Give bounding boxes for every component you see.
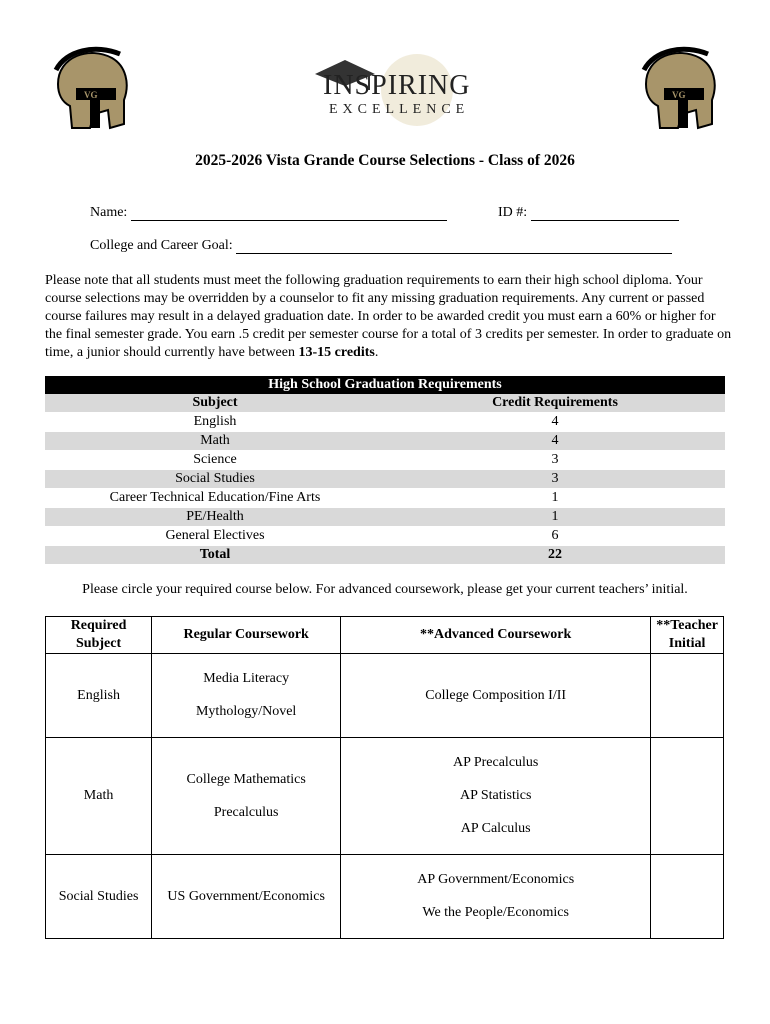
course-option[interactable]: AP Government/Economics: [417, 872, 575, 887]
table-row: [45, 451, 725, 470]
total-label: Total: [45, 546, 385, 565]
header-teacher-line1: **Teacher: [656, 618, 718, 633]
col-credits: Credit Requirements: [385, 394, 725, 413]
note-end: .: [374, 345, 379, 360]
course-header-row: [46, 617, 724, 654]
table-row: [45, 470, 725, 489]
header-regular: Regular Coursework: [152, 617, 341, 654]
header-required-line2: Subject: [76, 636, 122, 651]
total-value: 22: [385, 546, 725, 565]
course-option[interactable]: Media Literacy: [203, 671, 290, 686]
requirements-header-row: [45, 394, 725, 413]
course-option[interactable]: Mythology/Novel: [195, 704, 297, 719]
logo-line-2: EXCELLENCE: [329, 102, 470, 117]
row-credits: 1: [385, 489, 725, 508]
table-row: [46, 855, 724, 939]
goal-field[interactable]: [90, 238, 672, 254]
subject-cell: English: [46, 654, 152, 738]
course-option[interactable]: AP Statistics: [459, 788, 532, 803]
row-subject: PE/Health: [45, 508, 385, 527]
goal-line[interactable]: [236, 239, 672, 254]
header-teacher-line2: Initial: [668, 636, 706, 651]
regular-cell: [152, 654, 341, 738]
id-label: ID #:: [498, 205, 528, 220]
row-subject: Social Studies: [45, 470, 385, 489]
row-subject: Math: [45, 432, 385, 451]
table-row: [45, 489, 725, 508]
course-option[interactable]: US Government/Economics: [167, 888, 325, 904]
advanced-cell: [341, 654, 651, 738]
header-required-subject: [46, 617, 152, 654]
row-subject: Science: [45, 451, 385, 470]
svg-text:VG: VG: [672, 90, 686, 100]
col-subject: Subject: [45, 394, 385, 413]
header-advanced: **Advanced Coursework: [341, 617, 651, 654]
name-field[interactable]: [90, 205, 447, 221]
page-title: 2025-2026 Vista Grande Course Selections - Class of 2026: [195, 152, 575, 169]
requirements-table: [45, 376, 725, 565]
note-bold-credits: 13-15 credits: [298, 345, 375, 360]
requirements-title: High School Graduation Requirements: [45, 376, 725, 394]
row-subject: General Electives: [45, 527, 385, 546]
advanced-cell: [341, 738, 651, 855]
svg-text:VG: VG: [84, 90, 98, 100]
subject-cell: Social Studies: [46, 855, 152, 939]
regular-cell: [152, 738, 341, 855]
course-option[interactable]: Precalculus: [213, 804, 279, 820]
row-subject: English: [45, 413, 385, 432]
total-row: [45, 546, 725, 565]
name-label: Name:: [90, 205, 128, 220]
row-credits: 3: [385, 470, 725, 489]
course-option[interactable]: College Mathematics: [186, 771, 306, 787]
instructions-text: Please circle your required course below. For advanced coursework, please get your current teachers’ initial.: [82, 582, 688, 597]
table-row: [45, 508, 725, 527]
row-credits: 6: [385, 527, 725, 546]
inspiring-excellence-logo: [305, 50, 470, 128]
table-row: [46, 738, 724, 855]
graduation-note: [45, 272, 735, 362]
table-row: [45, 432, 725, 451]
row-credits: 4: [385, 413, 725, 432]
initial-cell[interactable]: [651, 855, 724, 939]
regular-cell: [152, 855, 341, 939]
row-credits: 3: [385, 451, 725, 470]
spartan-helmet-logo-left: [50, 44, 132, 132]
row-credits: 4: [385, 432, 725, 451]
course-option[interactable]: We the People/Economics: [422, 905, 569, 920]
advanced-cell: [341, 855, 651, 939]
initial-cell[interactable]: [651, 738, 724, 855]
goal-label: College and Career Goal:: [90, 238, 233, 253]
course-option[interactable]: AP Precalculus: [452, 755, 539, 770]
initial-cell[interactable]: [651, 654, 724, 738]
row-credits: 1: [385, 508, 725, 527]
course-selection-table: [45, 616, 724, 939]
name-line[interactable]: [131, 206, 447, 221]
course-option[interactable]: College Composition I/II: [425, 687, 567, 703]
note-text: Please note that all students must meet the following graduation requirements to earn their high school diploma. Your course selections may be overridden by a counselor to fit any missing graduation requirements. Any current or passed course failures may result in a delayed graduation date. In order to be awarded credit you must earn a 60% or higher for the final semester grade. You earn .5 credit per semester course for a total of 3 credits per semester. In order to graduate on time, a junior should currently have between: [45, 273, 732, 360]
subject-cell: Math: [46, 738, 152, 855]
logo-line-1: INSPIRING: [323, 70, 471, 101]
spartan-helmet-logo-right: [638, 44, 720, 132]
row-subject: Career Technical Education/Fine Arts: [45, 489, 385, 508]
header-teacher-initial: [651, 617, 724, 654]
id-line[interactable]: [531, 206, 679, 221]
table-row: [45, 413, 725, 432]
header-required-line1: Required: [70, 618, 127, 633]
table-row: [46, 654, 724, 738]
table-row: [45, 527, 725, 546]
id-field[interactable]: [498, 205, 679, 221]
course-option[interactable]: AP Calculus: [460, 821, 531, 836]
